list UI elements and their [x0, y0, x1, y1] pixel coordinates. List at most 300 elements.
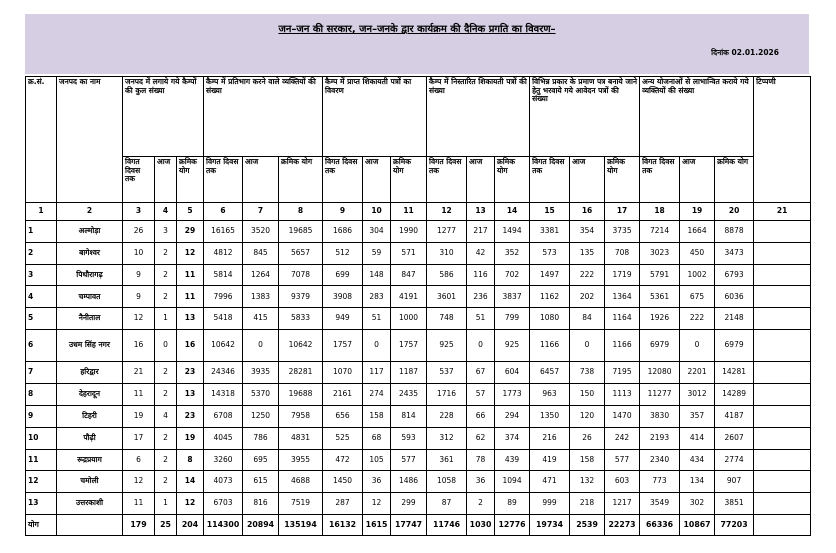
- table-cell: 12: [177, 493, 204, 515]
- table-cell: 222: [570, 264, 605, 286]
- table-cell: 415: [243, 308, 279, 330]
- table-cell: 1773: [495, 384, 530, 406]
- column-number-row: [26, 203, 811, 221]
- table-cell: 228: [427, 405, 467, 427]
- table-cell: 3260: [204, 449, 243, 471]
- row-sno: 8: [26, 384, 57, 406]
- table-cell: 4187: [715, 405, 754, 427]
- column-number: 13: [467, 203, 495, 221]
- row-district: हरिद्वार: [57, 362, 123, 384]
- total-cell: 2539: [570, 515, 605, 536]
- table-cell: 472: [323, 449, 363, 471]
- row-remarks: [754, 286, 811, 308]
- table-cell: 11: [123, 493, 155, 515]
- table-cell: 222: [680, 308, 715, 330]
- row-district: देहरादून: [57, 384, 123, 406]
- header-certificate-applications: विभिन्न प्रकार के प्रमाण पत्र बनाये जाने हेतु भरवाये गये आवेदन पत्रों की संख्या: [530, 77, 640, 157]
- table-cell: 42: [467, 242, 495, 264]
- table-cell: 773: [640, 471, 680, 493]
- header-scheme-beneficiaries: अन्य योजनाओं से लाभान्वित कराये गये व्यक्तियों की संख्या: [640, 77, 754, 157]
- table-cell: 1450: [323, 471, 363, 493]
- table-cell: 14318: [204, 384, 243, 406]
- total-cell: 22273: [605, 515, 640, 536]
- table-cell: 16165: [204, 221, 243, 243]
- column-number: 11: [391, 203, 427, 221]
- total-cell: 10867: [680, 515, 715, 536]
- row-district: उत्तरकाशी: [57, 493, 123, 515]
- column-number: 9: [323, 203, 363, 221]
- table-cell: 450: [680, 242, 715, 264]
- table-cell: 9: [123, 286, 155, 308]
- column-number: 8: [279, 203, 323, 221]
- table-cell: 1719: [605, 264, 640, 286]
- report-date: दिनांक 02.01.2026: [711, 48, 779, 57]
- subheader-today: आज: [467, 157, 495, 203]
- table-cell: 135: [570, 242, 605, 264]
- table-cell: 11277: [640, 384, 680, 406]
- row-remarks: [754, 493, 811, 515]
- column-number: 17: [605, 203, 640, 221]
- row-remarks: [754, 384, 811, 406]
- header-sno: क्र.सं.: [26, 77, 57, 203]
- total-label: योग: [26, 515, 57, 536]
- table-cell: 1686: [323, 221, 363, 243]
- table-cell: 0: [243, 330, 279, 362]
- column-number: 15: [530, 203, 570, 221]
- table-cell: 1250: [243, 405, 279, 427]
- table-cell: 374: [495, 427, 530, 449]
- progress-table: [25, 76, 811, 536]
- table-cell: 2: [155, 362, 177, 384]
- table-cell: 148: [363, 264, 391, 286]
- table-cell: 21: [123, 362, 155, 384]
- table-cell: 5657: [279, 242, 323, 264]
- row-sno: 12: [26, 471, 57, 493]
- row-sno: 13: [26, 493, 57, 515]
- table-cell: 4831: [279, 427, 323, 449]
- table-cell: 14289: [715, 384, 754, 406]
- column-number: 19: [680, 203, 715, 221]
- row-sno: 7: [26, 362, 57, 384]
- table-cell: 51: [467, 308, 495, 330]
- table-cell: 1494: [495, 221, 530, 243]
- table-cell: 6457: [530, 362, 570, 384]
- table-cell: 1113: [605, 384, 640, 406]
- column-number: 5: [177, 203, 204, 221]
- table-cell: 1716: [427, 384, 467, 406]
- table-cell: 1058: [427, 471, 467, 493]
- table-cell: 537: [427, 362, 467, 384]
- table-cell: 615: [243, 471, 279, 493]
- total-cell: 20894: [243, 515, 279, 536]
- table-cell: 6979: [640, 330, 680, 362]
- table-cell: 8: [177, 449, 204, 471]
- subheader-previous: विगत दिवस तक: [323, 157, 363, 203]
- table-cell: 2: [155, 286, 177, 308]
- total-cell: 135194: [279, 515, 323, 536]
- column-number: 2: [57, 203, 123, 221]
- table-cell: 287: [323, 493, 363, 515]
- table-cell: 132: [570, 471, 605, 493]
- table-cell: 963: [530, 384, 570, 406]
- subheader-cumulative: क्रमिक योग: [279, 157, 323, 203]
- table-cell: 9: [123, 264, 155, 286]
- table-cell: 925: [495, 330, 530, 362]
- table-cell: 7996: [204, 286, 243, 308]
- table-cell: 845: [243, 242, 279, 264]
- table-cell: 7078: [279, 264, 323, 286]
- table-cell: 23: [177, 362, 204, 384]
- table-cell: 236: [467, 286, 495, 308]
- row-district: अल्मोड़ा: [57, 221, 123, 243]
- table-cell: 13: [177, 308, 204, 330]
- table-cell: 1164: [605, 308, 640, 330]
- total-cell: 204: [177, 515, 204, 536]
- total-remarks: [754, 515, 811, 536]
- table-cell: 3549: [640, 493, 680, 515]
- header-participants: कैम्प में प्रतिभाग करने वाले व्यक्तियों की संख्या: [204, 77, 323, 157]
- total-cell: 25: [155, 515, 177, 536]
- header-complaints-received: कैम्प में प्राप्त शिकायती पत्रों का विवरण: [323, 77, 427, 157]
- table-cell: 7958: [279, 405, 323, 427]
- row-remarks: [754, 471, 811, 493]
- table-cell: 1000: [391, 308, 427, 330]
- table-cell: 13: [177, 384, 204, 406]
- table-cell: 1002: [680, 264, 715, 286]
- total-cell: 66336: [640, 515, 680, 536]
- table-cell: 158: [363, 405, 391, 427]
- total-cell: 77203: [715, 515, 754, 536]
- table-cell: 2148: [715, 308, 754, 330]
- table-cell: 5791: [640, 264, 680, 286]
- table-row: [26, 221, 811, 243]
- table-cell: 414: [680, 427, 715, 449]
- table-cell: 603: [605, 471, 640, 493]
- subheader-today: आज: [155, 157, 177, 203]
- table-row: [26, 264, 811, 286]
- table-cell: 2: [467, 493, 495, 515]
- table-cell: 2: [155, 384, 177, 406]
- table-cell: 2: [155, 449, 177, 471]
- table-cell: 294: [495, 405, 530, 427]
- table-cell: 1: [155, 308, 177, 330]
- table-cell: 1187: [391, 362, 427, 384]
- table-cell: 5833: [279, 308, 323, 330]
- table-cell: 0: [363, 330, 391, 362]
- table-cell: 573: [530, 242, 570, 264]
- report-title: जन–जन की सरकार, जन–जनके द्वार कार्यक्रम की दैनिक प्रगति का विवरण–: [278, 24, 556, 35]
- table-cell: 304: [363, 221, 391, 243]
- table-cell: 2: [155, 427, 177, 449]
- table-cell: 3381: [530, 221, 570, 243]
- table-cell: 312: [427, 427, 467, 449]
- table-cell: 4045: [204, 427, 243, 449]
- table-cell: 695: [243, 449, 279, 471]
- table-cell: 3: [155, 221, 177, 243]
- total-cell: 16132: [323, 515, 363, 536]
- row-district: चम्पावत: [57, 286, 123, 308]
- table-cell: 1664: [680, 221, 715, 243]
- total-cell: 12776: [495, 515, 530, 536]
- subheader-cumulative: क्रमिक योग: [391, 157, 427, 203]
- row-district: नैनीताल: [57, 308, 123, 330]
- table-cell: 3851: [715, 493, 754, 515]
- table-cell: 799: [495, 308, 530, 330]
- subheader-previous: विगत दिवस तक: [640, 157, 680, 203]
- table-cell: 3023: [640, 242, 680, 264]
- table-cell: 1470: [605, 405, 640, 427]
- column-number: 16: [570, 203, 605, 221]
- table-cell: 738: [570, 362, 605, 384]
- table-cell: 11: [123, 384, 155, 406]
- table-cell: 814: [391, 405, 427, 427]
- table-cell: 907: [715, 471, 754, 493]
- table-cell: 4688: [279, 471, 323, 493]
- table-cell: 2340: [640, 449, 680, 471]
- table-cell: 3601: [427, 286, 467, 308]
- table-cell: 216: [530, 427, 570, 449]
- row-sno: 6: [26, 330, 57, 362]
- table-cell: 361: [427, 449, 467, 471]
- table-cell: 577: [605, 449, 640, 471]
- subheader-today: आज: [680, 157, 715, 203]
- row-district: रूद्रप्रयाग: [57, 449, 123, 471]
- table-cell: 1166: [530, 330, 570, 362]
- table-row: [26, 362, 811, 384]
- table-cell: 26: [123, 221, 155, 243]
- table-cell: 11: [177, 264, 204, 286]
- column-number: 1: [26, 203, 57, 221]
- total-cell: 17747: [391, 515, 427, 536]
- column-number: 21: [754, 203, 811, 221]
- table-cell: 2: [155, 264, 177, 286]
- table-cell: 1162: [530, 286, 570, 308]
- table-cell: 23: [177, 405, 204, 427]
- table-cell: 2435: [391, 384, 427, 406]
- row-district: पिथौरागढ़: [57, 264, 123, 286]
- subheader-today: आज: [243, 157, 279, 203]
- table-cell: 217: [467, 221, 495, 243]
- table-cell: 12: [177, 242, 204, 264]
- row-sno: 2: [26, 242, 57, 264]
- total-cell: 11746: [427, 515, 467, 536]
- table-row: [26, 308, 811, 330]
- total-district-cell: [57, 515, 123, 536]
- column-number: 6: [204, 203, 243, 221]
- table-cell: 847: [391, 264, 427, 286]
- total-cell: 179: [123, 515, 155, 536]
- table-cell: 1070: [323, 362, 363, 384]
- table-cell: 699: [323, 264, 363, 286]
- table-cell: 120: [570, 405, 605, 427]
- table-cell: 51: [363, 308, 391, 330]
- table-cell: 4: [155, 405, 177, 427]
- row-sno: 1: [26, 221, 57, 243]
- table-cell: 3908: [323, 286, 363, 308]
- row-sno: 11: [26, 449, 57, 471]
- table-cell: 999: [530, 493, 570, 515]
- table-cell: 6036: [715, 286, 754, 308]
- subheader-previous: विगत दिवस तक: [123, 157, 155, 203]
- table-cell: 6: [123, 449, 155, 471]
- table-cell: 786: [243, 427, 279, 449]
- table-cell: 11: [177, 286, 204, 308]
- column-number: 18: [640, 203, 680, 221]
- table-cell: 5418: [204, 308, 243, 330]
- table-cell: 299: [391, 493, 427, 515]
- table-cell: 310: [427, 242, 467, 264]
- table-cell: 656: [323, 405, 363, 427]
- table-row: [26, 330, 811, 362]
- row-remarks: [754, 427, 811, 449]
- table-cell: 36: [363, 471, 391, 493]
- row-remarks: [754, 242, 811, 264]
- table-row: [26, 242, 811, 264]
- row-remarks: [754, 362, 811, 384]
- table-cell: 419: [530, 449, 570, 471]
- table-cell: 352: [495, 242, 530, 264]
- table-cell: 0: [467, 330, 495, 362]
- subheader-cumulative: क्रमिक योग: [715, 157, 754, 203]
- header-complaints-resolved: कैम्प में निस्तारित शिकायती पत्रों की संख्या: [427, 77, 530, 157]
- report-header-banner: [25, 14, 809, 74]
- table-cell: 66: [467, 405, 495, 427]
- row-sno: 9: [26, 405, 57, 427]
- table-cell: 134: [680, 471, 715, 493]
- subheader-cumulative: क्रमिक योग: [177, 157, 204, 203]
- row-district: चमोली: [57, 471, 123, 493]
- table-cell: 12: [123, 471, 155, 493]
- table-cell: 5361: [640, 286, 680, 308]
- table-row: [26, 286, 811, 308]
- table-cell: 1094: [495, 471, 530, 493]
- subheader-previous: विगत दिवस तक: [427, 157, 467, 203]
- table-cell: 67: [467, 362, 495, 384]
- table-cell: 571: [391, 242, 427, 264]
- table-cell: 84: [570, 308, 605, 330]
- table-row: [26, 405, 811, 427]
- total-cell: 19734: [530, 515, 570, 536]
- table-cell: 6979: [715, 330, 754, 362]
- table-cell: 2161: [323, 384, 363, 406]
- table-cell: 2774: [715, 449, 754, 471]
- table-cell: 3935: [243, 362, 279, 384]
- table-cell: 3473: [715, 242, 754, 264]
- table-cell: 10642: [204, 330, 243, 362]
- table-cell: 0: [680, 330, 715, 362]
- table-row: [26, 471, 811, 493]
- table-cell: 675: [680, 286, 715, 308]
- header-district: जनपद का नाम: [57, 77, 123, 203]
- subheader-cumulative: क्रमिक योग: [495, 157, 530, 203]
- table-cell: 10642: [279, 330, 323, 362]
- table-cell: 1757: [323, 330, 363, 362]
- table-cell: 12: [363, 493, 391, 515]
- table-cell: 949: [323, 308, 363, 330]
- table-cell: 8878: [715, 221, 754, 243]
- table-cell: 57: [467, 384, 495, 406]
- column-number: 12: [427, 203, 467, 221]
- table-row: [26, 384, 811, 406]
- table-cell: 354: [570, 221, 605, 243]
- table-cell: 1166: [605, 330, 640, 362]
- row-district: टिहरी: [57, 405, 123, 427]
- table-cell: 59: [363, 242, 391, 264]
- table-cell: 3955: [279, 449, 323, 471]
- table-cell: 19688: [279, 384, 323, 406]
- table-cell: 4191: [391, 286, 427, 308]
- table-cell: 150: [570, 384, 605, 406]
- table-cell: 525: [323, 427, 363, 449]
- table-cell: 3520: [243, 221, 279, 243]
- table-cell: 1926: [640, 308, 680, 330]
- table-cell: 5814: [204, 264, 243, 286]
- column-number: 3: [123, 203, 155, 221]
- row-sno: 3: [26, 264, 57, 286]
- table-cell: 283: [363, 286, 391, 308]
- table-cell: 2201: [680, 362, 715, 384]
- table-cell: 1497: [530, 264, 570, 286]
- table-cell: 357: [680, 405, 715, 427]
- subheader-today: आज: [570, 157, 605, 203]
- header-remarks: टिप्पणी: [754, 77, 811, 203]
- subheader-cumulative: क्रमिक योग: [605, 157, 640, 203]
- table-cell: 6793: [715, 264, 754, 286]
- table-cell: 7519: [279, 493, 323, 515]
- row-district: बागेश्वर: [57, 242, 123, 264]
- table-cell: 586: [427, 264, 467, 286]
- header-camps: जनपद में लगाये गये कैम्पों की कुल संख्या: [123, 77, 204, 157]
- table-cell: 3012: [680, 384, 715, 406]
- table-cell: 29: [177, 221, 204, 243]
- total-row: [26, 515, 811, 536]
- table-cell: 816: [243, 493, 279, 515]
- table-cell: 12: [123, 308, 155, 330]
- table-cell: 1757: [391, 330, 427, 362]
- table-cell: 7195: [605, 362, 640, 384]
- table-cell: 19: [123, 405, 155, 427]
- table-cell: 2: [155, 471, 177, 493]
- table-cell: 434: [680, 449, 715, 471]
- table-cell: 16: [123, 330, 155, 362]
- table-cell: 9379: [279, 286, 323, 308]
- table-cell: 0: [570, 330, 605, 362]
- row-remarks: [754, 330, 811, 362]
- table-cell: 14: [177, 471, 204, 493]
- table-cell: 7214: [640, 221, 680, 243]
- table-cell: 6708: [204, 405, 243, 427]
- table-cell: 702: [495, 264, 530, 286]
- table-row: [26, 493, 811, 515]
- table-cell: 274: [363, 384, 391, 406]
- table-cell: 36: [467, 471, 495, 493]
- table-cell: 2193: [640, 427, 680, 449]
- total-cell: 114300: [204, 515, 243, 536]
- table-cell: 604: [495, 362, 530, 384]
- column-number: 4: [155, 203, 177, 221]
- table-cell: 1264: [243, 264, 279, 286]
- table-cell: 0: [155, 330, 177, 362]
- table-cell: 19685: [279, 221, 323, 243]
- column-number: 10: [363, 203, 391, 221]
- table-cell: 17: [123, 427, 155, 449]
- row-district: पौढ़ी: [57, 427, 123, 449]
- table-cell: 3837: [495, 286, 530, 308]
- table-cell: 62: [467, 427, 495, 449]
- table-cell: 1486: [391, 471, 427, 493]
- subheader-today: आज: [363, 157, 391, 203]
- table-cell: 1277: [427, 221, 467, 243]
